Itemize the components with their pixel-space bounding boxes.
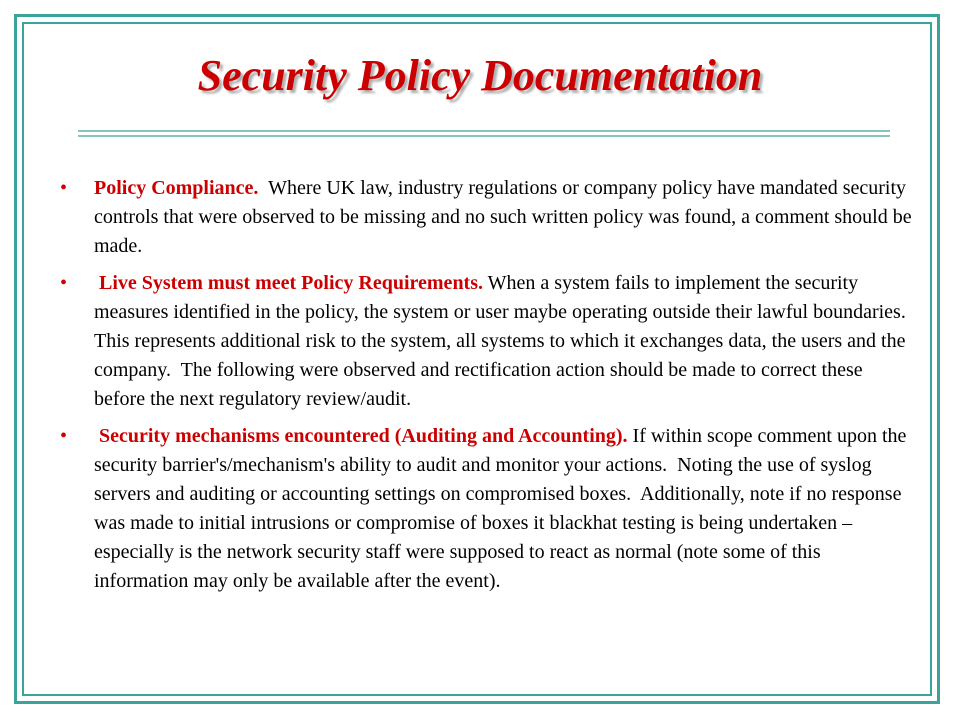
bullet-lead: Policy Compliance.: [94, 177, 259, 199]
bullet-dot-icon: •: [60, 425, 68, 447]
bullet-dot-icon: •: [60, 177, 68, 199]
bullet-text: If within scope comment upon the security barrier's/mechanism's ability to audit and monitor your actions. Noting the use of syslog servers and auditing or accounting settings on compromised boxes. Additionally, note if no response was made to initial intrusions or compromise of boxes it blackhat testing is being undertaken – especially is the network security staff were supposed to react as normal (note some of this information may only be available after the event).: [94, 425, 912, 592]
bullet-live-system: [58, 269, 914, 414]
slide-title: Security Policy Documentation: [197, 51, 763, 100]
bullet-list: [58, 174, 917, 604]
bullet-security-mechanisms: [58, 422, 914, 596]
bullet-text: When a system fails to implement the security measures identified in the policy, the system or user maybe operating outside their lawful boundaries. This represents additional risk to the system, all systems to which it exchanges data, the users and the company. The following were observed and rectification action should be made to correct these before the next regulatory review/audit.: [94, 272, 916, 410]
title-divider: [78, 130, 890, 137]
bullet-policy-compliance: [58, 174, 917, 261]
bullet-dot-icon: •: [60, 272, 68, 294]
bullet-lead: Live System must meet Policy Requirements.: [94, 272, 484, 294]
bullet-text: Where UK law, industry regulations or company policy have mandated security controls that were observed to be missing and no such written policy was found, a comment should be made.: [94, 177, 917, 257]
divider-line-bottom: [78, 135, 890, 137]
bullet-lead: Security mechanisms encountered (Auditing and Accounting).: [94, 425, 628, 447]
divider-line-top: [78, 130, 890, 132]
